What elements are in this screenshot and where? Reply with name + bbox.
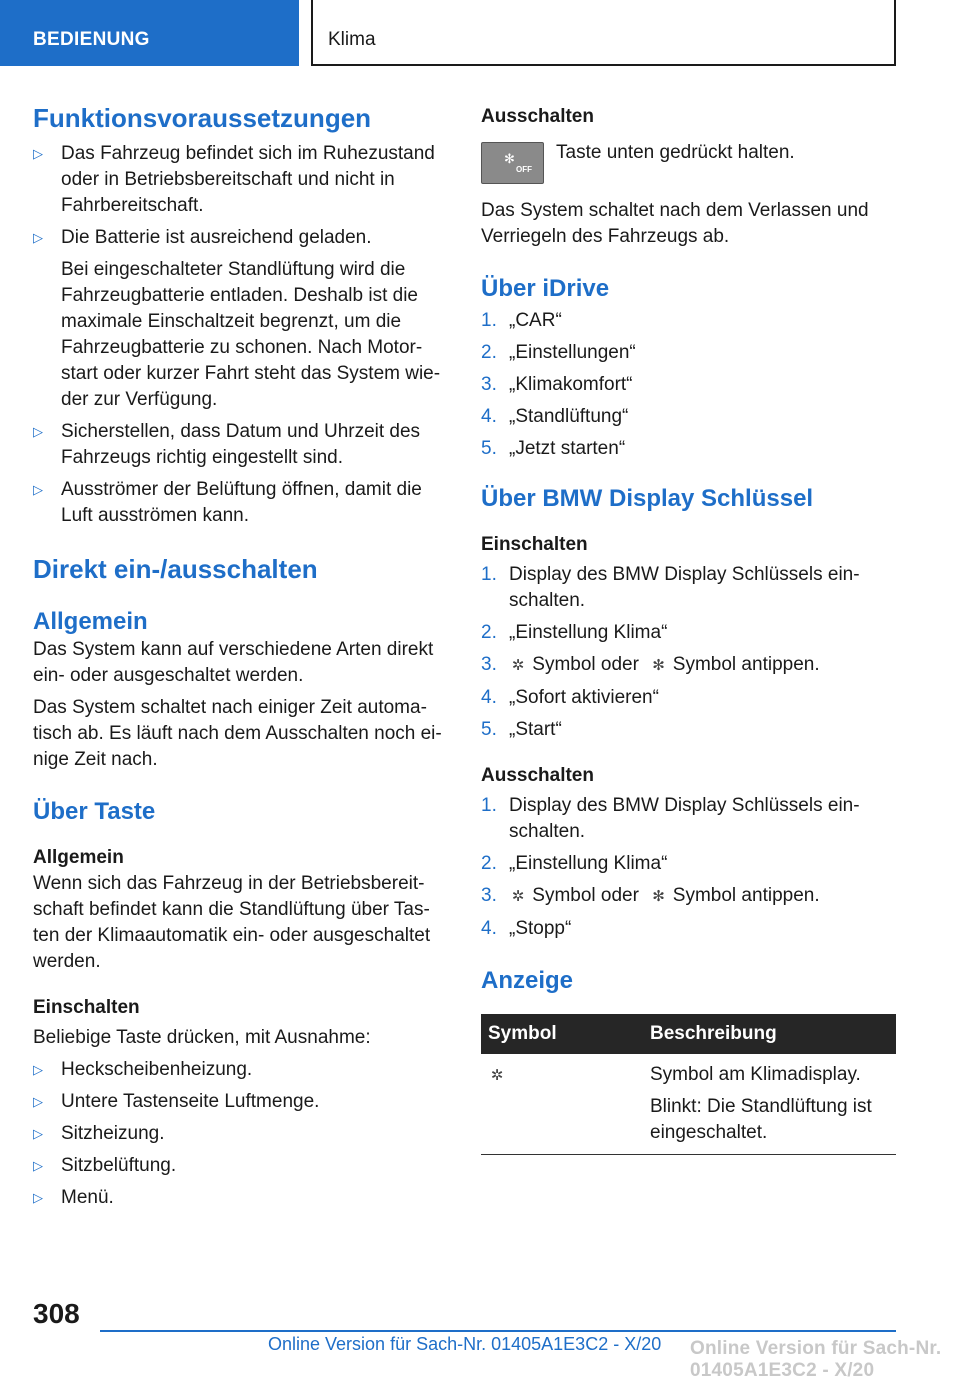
table-row — [481, 1054, 896, 1155]
einschalten-paragraph: Beliebige Taste drücken, mit Ausnahme: — [33, 1027, 371, 1048]
list-item: 5. „Jetzt starten“ — [481, 438, 626, 459]
triangle-bullet-icon: ▷ — [33, 1094, 43, 1109]
triangle-bullet-icon: ▷ — [33, 1126, 43, 1141]
allgemein-heading: Allgemein — [33, 608, 148, 635]
funktions-heading: Funktionsvoraussetzungen — [33, 103, 372, 133]
section-label: BEDIENUNG — [33, 29, 150, 50]
triangle-bullet-icon: ▷ — [33, 424, 43, 439]
ausschalten-paragraph: Das System schaltet nach dem Verlassen und Verriegeln des Fahrzeugs ab. — [481, 200, 869, 247]
table-cell-description: Symbol am Klimadisplay. Blinkt: Die Standlüftung ist eingeschaltet. — [640, 1054, 896, 1155]
fan-icon: ✲ — [511, 888, 525, 905]
triangle-bullet-icon: ▷ — [33, 482, 43, 497]
ausschalten-heading: Ausschalten — [481, 106, 594, 127]
list-item: ▷ Die Batterie ist ausreichend geladen. — [33, 225, 443, 251]
list-item: 5. „Start“ — [481, 719, 562, 740]
right-column — [481, 104, 896, 1155]
key-row — [481, 142, 896, 184]
table-header-description: Beschreibung — [640, 1014, 896, 1054]
watermark-text: Online Version für Sach-Nr. 01405A1E3C2 - X/20 — [690, 1338, 942, 1381]
fan-icon: ✻ — [504, 151, 515, 166]
idrive-steps — [481, 308, 896, 462]
list-item: 1. „CAR“ — [481, 310, 562, 331]
list-item: ▷ Sicherstellen, dass Datum und Uhrzeit des Fahrzeugs richtig eingestellt sind. — [33, 421, 421, 468]
table-cell-symbol — [481, 1054, 640, 1155]
list-item: ▷ Untere Tastenseite Luftmenge. — [33, 1089, 443, 1115]
list-item: 3. ✲ Symbol oder ✻ Symbol antippen. — [481, 883, 896, 910]
triangle-bullet-icon: ▷ — [33, 1158, 43, 1173]
chapter-header — [311, 0, 896, 66]
list-item: 2. „Einstellung Klima“ — [481, 622, 668, 643]
section-tab — [0, 0, 299, 66]
display-ausschalten-heading: Ausschalten — [481, 765, 594, 786]
triangle-bullet-icon: ▷ — [33, 230, 43, 245]
allgemein-paragraph-1: Das System kann auf verschiedene Arten direkt ein- oder ausgeschaltet werden. — [33, 639, 434, 686]
taste-allgemein-heading: Allgemein — [33, 847, 124, 868]
list-item: 4. „Sofort aktivieren“ — [481, 687, 659, 708]
list-item: 1. Display des BMW Display Schlüssels ein-schalten. — [481, 564, 860, 611]
direkt-heading: Direkt ein-/ausschalten — [33, 554, 318, 584]
idrive-heading: Über iDrive — [481, 275, 610, 302]
list-item: ▷ Das Fahrzeug befindet sich im Ruhezustand oder in Betriebsbereitschaft und nicht in Fahrbereitschaft. — [33, 143, 435, 216]
list-item: 2. „Einstellungen“ — [481, 342, 636, 363]
fan-blinking-icon: ✻ — [652, 657, 665, 674]
display-einschalten-heading: Einschalten — [481, 534, 588, 555]
chapter-label: Klima — [328, 29, 376, 50]
battery-note: Bei eingeschalteter Standlüftung wird die Fahrzeugbatterie entladen. Deshalb ist die maximale Einschaltzeit begrenzt, um die Fahrzeugbatterie zu schonen. Nach Motor-start oder kurzer Fahrt steht das System wie-der zur Verfügung. — [61, 259, 441, 410]
list-item: 3. „Klimakomfort“ — [481, 374, 633, 395]
page-number: 308 — [33, 1298, 80, 1329]
triangle-bullet-icon: ▷ — [33, 1190, 43, 1205]
fan-icon: ✲ — [490, 1067, 504, 1084]
list-item: 4. „Stopp“ — [481, 918, 572, 939]
list-item: ▷ Sitzheizung. — [33, 1121, 443, 1147]
list-item: ▷ Sitzbelüftung. — [33, 1153, 443, 1179]
key-instruction: Taste unten gedrückt halten. — [556, 142, 795, 163]
fan-blinking-icon: ✻ — [652, 888, 665, 905]
list-item: ▷ Heckscheibenheizung. — [33, 1057, 443, 1083]
table-header-row — [481, 1014, 896, 1054]
taste-paragraph: Wenn sich das Fahrzeug in der Betriebsbereit-schaft befindet kann die Standlüftung über Tas-ten der Klimaautomatik ein- oder ausgeschaltet werden. — [33, 873, 431, 972]
anzeige-heading: Anzeige — [481, 967, 574, 994]
fan-icon: ✲ — [511, 657, 525, 674]
list-item: 3. ✲ Symbol oder ✻ Symbol antippen. — [481, 652, 896, 679]
triangle-bullet-icon: ▷ — [33, 1062, 43, 1077]
display-key-heading: Über BMW Display Schlüssel — [481, 485, 814, 512]
list-item: ▷ Menü. — [33, 1185, 443, 1211]
display-off-steps — [481, 793, 896, 942]
off-label: OFF — [516, 165, 532, 174]
triangle-bullet-icon: ▷ — [33, 146, 43, 161]
einschalten-heading: Einschalten — [33, 997, 140, 1018]
conditions-list — [33, 141, 443, 529]
table-header-symbol: Symbol — [481, 1014, 640, 1054]
footer-divider — [100, 1330, 896, 1332]
fan-off-key-icon — [481, 142, 544, 184]
allgemein-paragraph-2: Das System schaltet nach einiger Zeit automa-tisch ab. Es läuft nach dem Ausschalten noch ei-nige Zeit nach. — [33, 697, 442, 770]
list-item: ▷ Ausströmer der Belüftung öffnen, damit die Luft ausströmen kann. — [33, 479, 422, 526]
taste-heading: Über Taste — [33, 798, 156, 825]
list-item: 4. „Standlüftung“ — [481, 406, 629, 427]
symbol-table — [481, 1014, 896, 1155]
list-item: 2. „Einstellung Klima“ — [481, 853, 668, 874]
display-on-steps — [481, 562, 896, 743]
list-item: 1. Display des BMW Display Schlüssels ein-schalten. — [481, 795, 860, 842]
left-column — [33, 102, 443, 1211]
footer-text: Online Version für Sach-Nr. 01405A1E3C2 - X/20 — [268, 1334, 662, 1354]
exceptions-list — [33, 1057, 443, 1211]
